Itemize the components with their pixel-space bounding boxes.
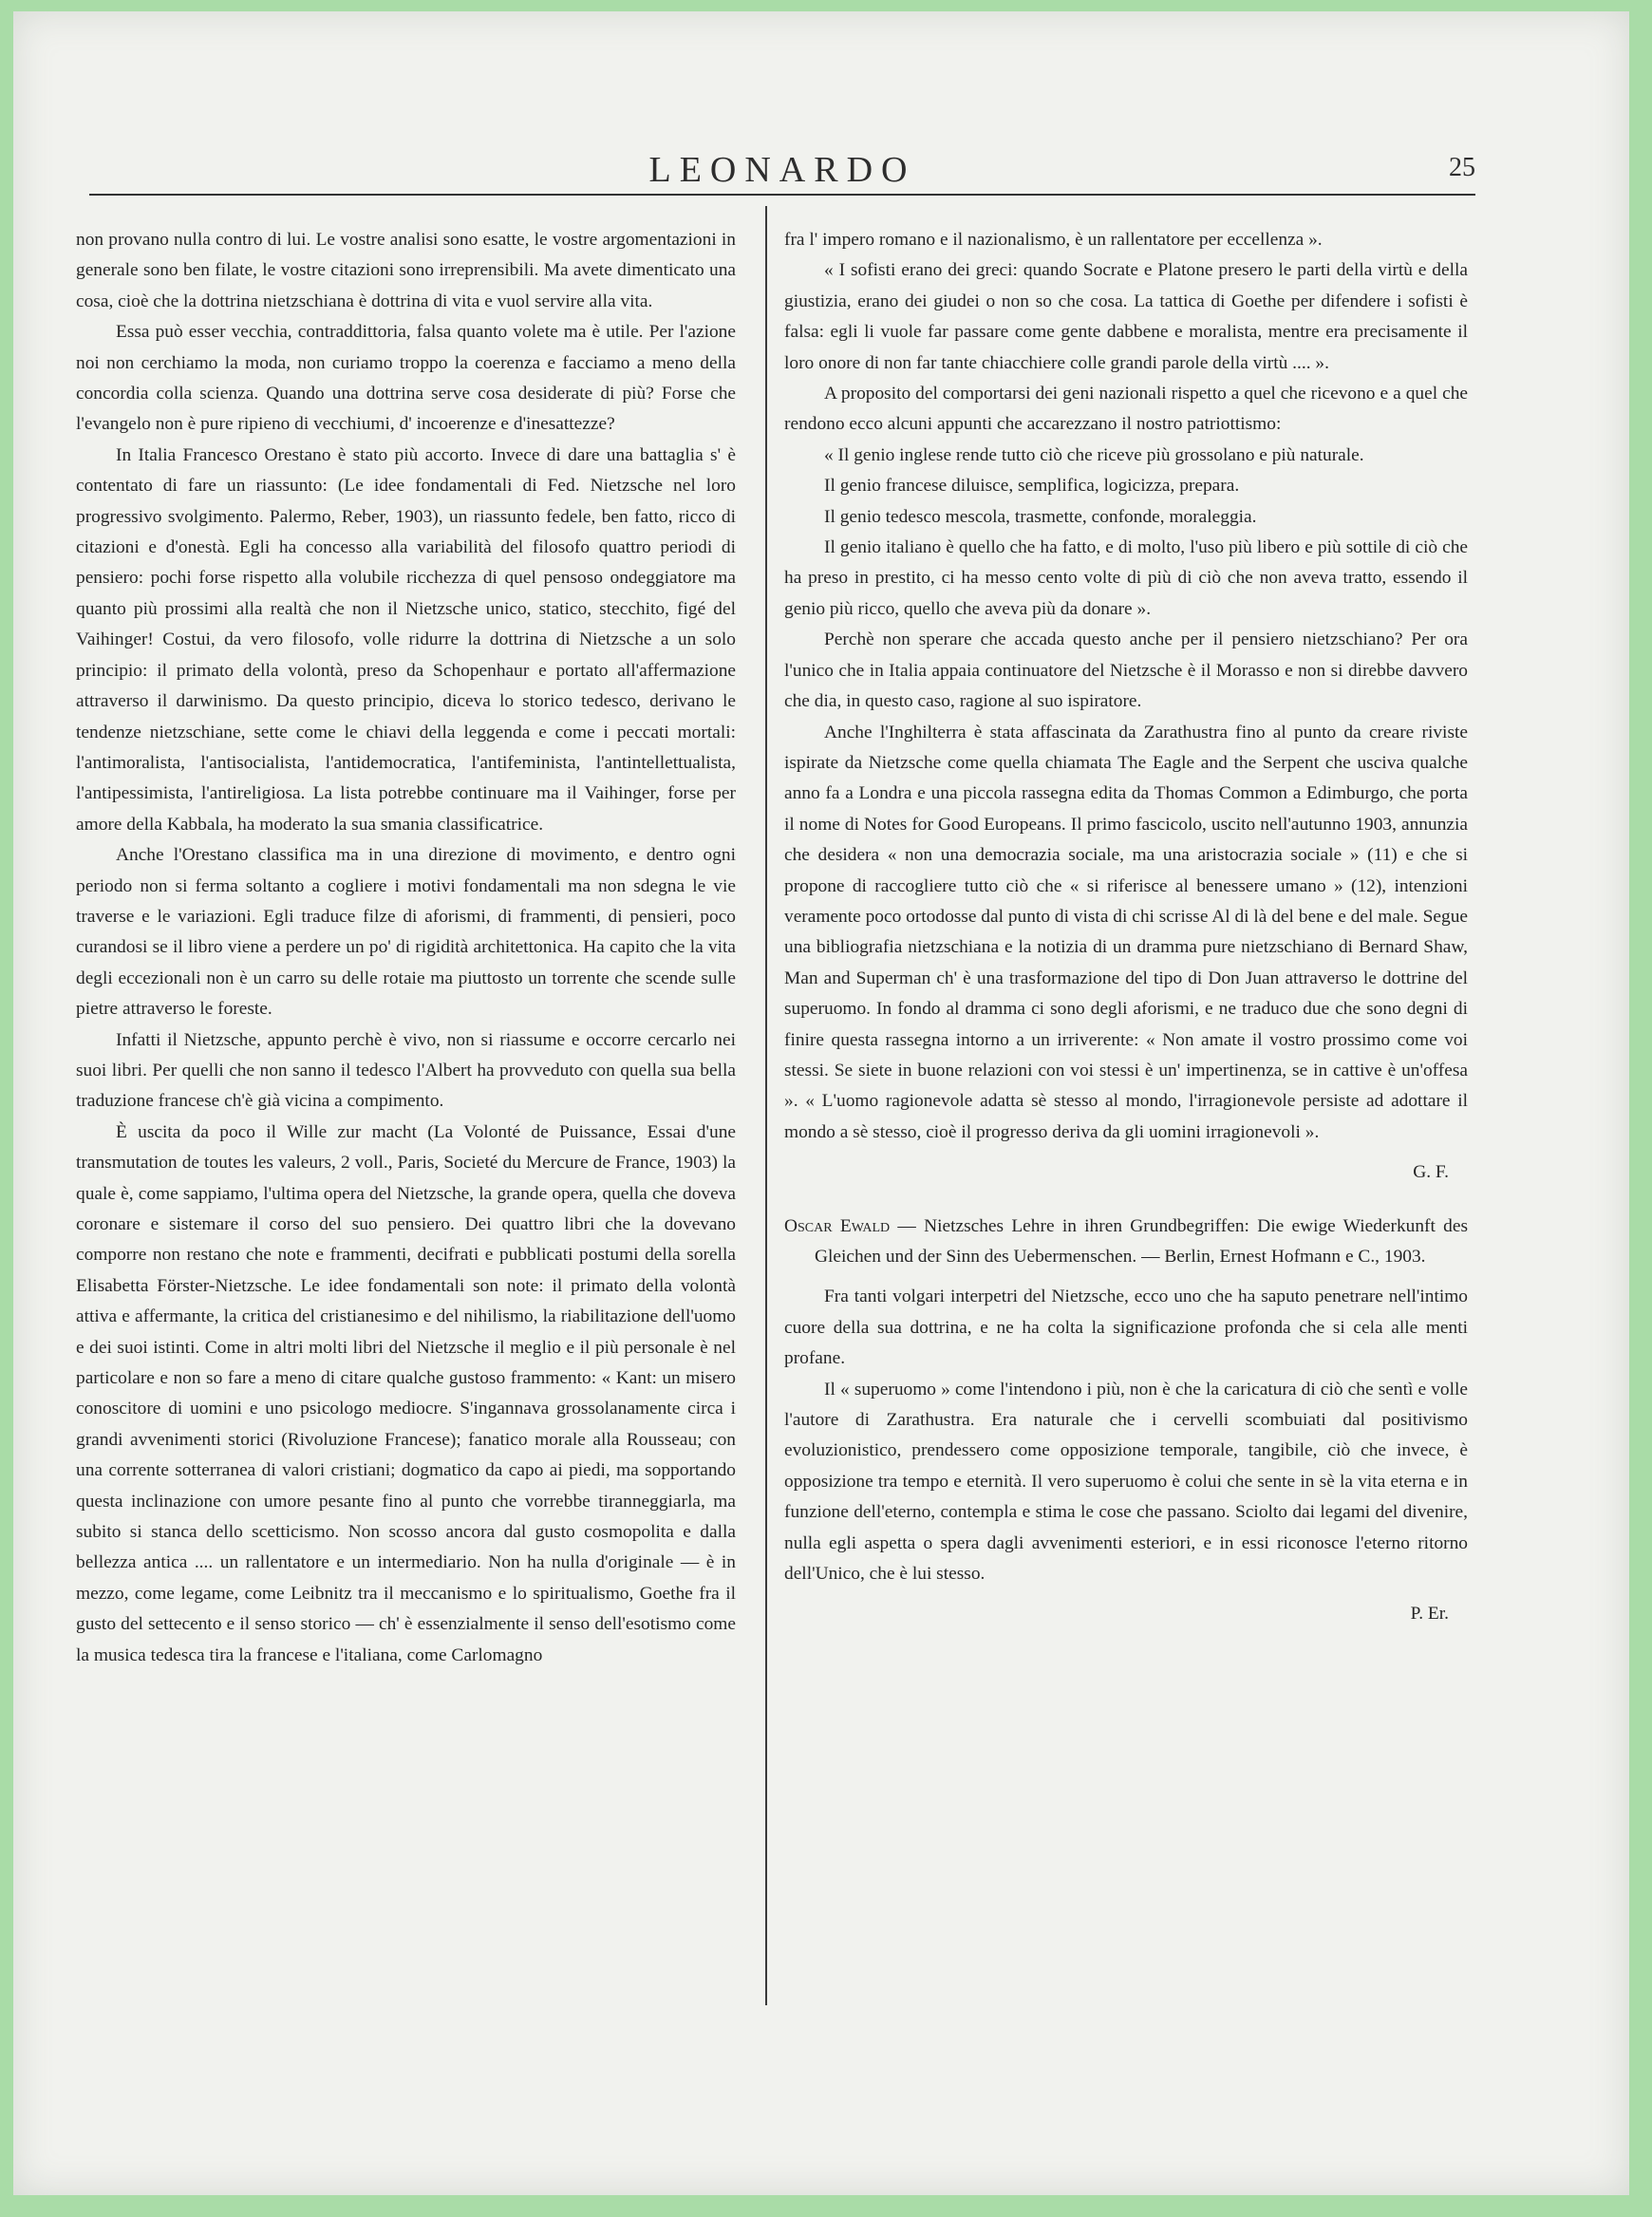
paragraph: « Il genio inglese rende tutto ciò che riceve più grossolano e più naturale. [824,444,1364,465]
paragraph: Il « superuomo » come l'intendono i più, non è che la caricatura di ciò che sentì e volle l'autore di Zarathustra. Era naturale che i cervelli scombuiati dal positivismo evoluzionistico, prendessero come opposizione temporale, tangibile, ciò che invece, è opposizione tra tempo e eternità. Il vero superuomo è colui che sente in sè la vita eterna e in funzione dell'eterno, contempla e stima le cose che passano. Sciolto dai legami del divenire, nulla egli aspetta o spera dagli avvenimenti esteriori, e in essi riconosce l'eterno ritorno dell'Unico, che è lui stesso. [784,1379,1468,1585]
signature: G. F. [1413,1162,1449,1183]
paragraph: A proposito del comportarsi dei geni nazionali rispetto a quel che ricevono e a quel che rendono ecco alcuni appunti che accarezzano il nostro patriottismo: [784,384,1468,435]
paragraph: Perchè non sperare che accada questo anche per il pensiero nietzschiano? Per ora l'unico che in Italia appaia continuatore del Nietzsche è il Morasso e non si direbbe davvero che dia, in questo caso, ragione al suo ispiratore. [784,629,1468,712]
column-divider [765,206,767,2005]
paragraph: Anche l'Orestano classifica ma in una direzione di movimento, e dentro ogni periodo non si ferma soltanto a cogliere i motivi fondamentali ma non sdegna le vie traverse e le variazioni. Egli traduce filze di aforismi, di frammenti, di pensieri, poco curandosi se il libro viene a perdere un po' di rigidità architettonica. Ha capito che la vita degli eccezionali non è un carro su delle rotaie ma piuttosto un torrente che scende sulle pietre attraverso le foreste. [76,845,736,1020]
paragraph: Essa può esser vecchia, contraddittoria, falsa quanto volete ma è utile. Per l'azione noi non cerchiamo la moda, non curiamo troppo la coerenza e facciamo a meno della concordia colla scienza. Quando una dottrina serve cosa desiderate di più? Forse che l'evangelo non è pure ripieno di vecchiumi, d' incoerenze e d'inesattezze? [76,322,736,435]
paragraph: Infatti il Nietzsche, appunto perchè è vivo, non si riassume e occorre cercarlo nei suoi libri. Per quelli che non sanno il tedesco l'Albert ha provveduto con quella sua bella traduzione francese ch'è già vicina a compimento. [76,1029,736,1112]
bibliography-author: Oscar Ewald [784,1215,891,1236]
paragraph: In Italia Francesco Orestano è stato più accorto. Invece di dare una battaglia s' è contentato di fare un riassunto: (Le idee fondamentali di Fed. Nietzsche nel loro progressivo svolgimento. Palermo, Reber, 1903), un riassunto fedele, ben fatto, ricco di citazioni e d'onestà. Egli ha concesso alla variabilità del filosofo quattro periodi di pensiero: pochi forse rispetto alla volubile ricchezza di quel pensoso ondeggiatore ma quanto più prossimi alla realtà che non il Nietzsche unico, statico, stecchito, figé del Vaihinger! Costui, da vero filosofo, volle ridurre la dottrina di Nietzsche a un solo principio: il primato della volontà, preso da Schopenhaur e portato all'affermazione attraverso il darwinismo. Da questo principio, diceva lo storico tedesco, derivano le tendenze nietzschiane, sette come le chiavi della leggenda e come i peccati mortali: l'antimoralista, l'antisocialista, l'antidemocratica, l'antifeminista, l'antintellettualista, l'antipessimista, l'antireligiosa. La lista potrebbe continuare ma il Vaihinger, forse per amore della Kabbala, ha moderato la sua smania classificatrice. [76,444,736,835]
paragraph: non provano nulla contro di lui. Le vostre analisi sono esatte, le vostre argomentazioni in generale sono ben filate, le vostre citazioni sono irreprensibili. Ma avete dimenticato una cosa, cioè che la dottrina nietzschiana è dottrina di vita e vuol servire alla vita. [76,230,736,311]
bibliography-entry [784,1212,1468,1273]
paragraph: Il genio tedesco mescola, trasmette, confonde, moraleggia. [824,506,1257,527]
paragraph: Anche l'Inghilterra è stata affascinata da Zarathustra fino al punto da creare riviste ispirate da Nietzsche come quella chiamata The Eagle and the Serpent che usciva qualche anno fa a Londra e una piccola rassegna edita da Thomas Common a Edimburgo, che porta il nome di Notes for Good Europeans. Il primo fascicolo, uscito nell'autunno 1903, annunzia che desidera « non una democrazia sociale, ma una aristocrazia sociale » (11) e che si propone di raccogliere tutto ciò che « si riferisce al benessere umano » (12), intenzioni veramente poco ortodosse dal punto di vista di chi scrisse Al di là del bene e del male. Segue una bibliografia nietzschiana e la notizia di un dramma pure nietzschiano di Bernard Shaw, Man and Superman ch' è una trasformazione del tipo di Don Juan attraverso le dottrine del superuomo. In fondo al dramma ci sono degli aforismi, e ne traduco due che sono degni di finire questa rassegna intorno a un irriverente: « Non amate il vostro prossimo come voi stessi. Se siete in buone relazioni con voi stessi è un' impertinenza, se in cattive è un'offesa ». « L'uomo ragionevole adatta sè stesso al mondo, l'irragionevole persiste ad adottare il mondo a sè stesso, cioè il progresso deriva da gli uomini irragionevoli ». [784,722,1468,1142]
left-column [76,225,736,1671]
right-column [784,225,1468,1630]
bibliography-text: — Nietzsches Lehre in ihren Grundbegriffen: Die ewige Wiederkunft des Gleichen und der Sinn des Uebermenschen. — Berlin, Ernest Hofmann e C., 1903. [815,1215,1469,1267]
page-header [89,149,1475,197]
paragraph: Il genio francese diluisce, semplifica, logicizza, prepara. [824,476,1240,497]
paragraph: Fra tanti volgari interpetri del Nietzsche, ecco uno che ha saputo penetrare nell'intimo cuore della sua dottrina, e ne ha colta la significazione profonda che si cela alle menti profane. [784,1287,1468,1369]
page-number: 25 [1449,153,1475,182]
paragraph: Il genio italiano è quello che ha fatto, e di molto, l'uso più libero e più sottile di ciò che ha preso in prestito, ci ha messo cento volte di più di ciò che non aveva tratto, essendo il genio più ricco, quello che aveva più da donare ». [784,537,1468,619]
paragraph: È uscita da poco il Wille zur macht (La Volonté de Puissance, Essai d'une transmutation de toutes les valeurs, 2 voll., Paris, Societé du Mercure de France, 1903) la quale è, come sappiamo, l'ultima opera del Nietzsche, la grande opera, quella che doveva coronare e sistemare il corso del suo pensiero. Dei quattro libri che la dovevano comporre non restano che note e frammenti, decifrati e pubblicati postumi della sorella Elisabetta Förster-Nietzsche. Le idee fondamentali son note: il primato della volontà attiva e affermante, la critica del cristianesimo e del nihilismo, la riabilitazione dell'uomo e dei suoi istinti. Come in altri molti libri del Nietzsche il meglio e il più personale è nel particolare e non so fare a meno di citare qualche gustoso frammento: « Kant: un misero conoscitore di uomini e uno psicologo mediocre. S'ingannava grossolanamente circa i grandi avvenimenti storici (Rivoluzione Francese); fanatico morale alla Rousseau; con una corrente sotterranea di valori cristiani; dogmatico da capo ai piedi, ma sopportando questa inclinazione con umore pesante fino al punto che vorrebbe tiranneggiarla, ma subito si stanca dello scetticismo. Non scosso ancora dal gusto cosmopolita e dalla bellezza antica .... un rallentatore e un intermediario. Non ha nulla d'originale — è in mezzo, come legame, come Leibnitz tra il meccanismo e lo spiritualismo, Goethe fra il gusto del settecento e il senso storico — ch' è essenzialmente il senso dell'esotismo come la musica tedesca tira la francese e l'italiana, come Carlomagno [76,1121,736,1665]
paragraph: fra l' impero romano e il nazionalismo, è un rallentatore per eccellenza ». [784,230,1323,250]
paragraph: « I sofisti erano dei greci: quando Socrate e Platone presero le parti della virtù e della giustizia, erano dei giudei o non so che cosa. La tattica di Goethe per difendere i sofisti è falsa: egli li vuole far passare come gente dabbene e moralista, mentre era precisamente il loro onore di non far tante chiacchiere colle grandi parole della virtù .... ». [784,260,1468,373]
journal-page [13,11,1629,2195]
header-rule [89,194,1475,196]
journal-title: LEONARDO [648,150,916,190]
signature: P. Er. [1410,1604,1449,1625]
